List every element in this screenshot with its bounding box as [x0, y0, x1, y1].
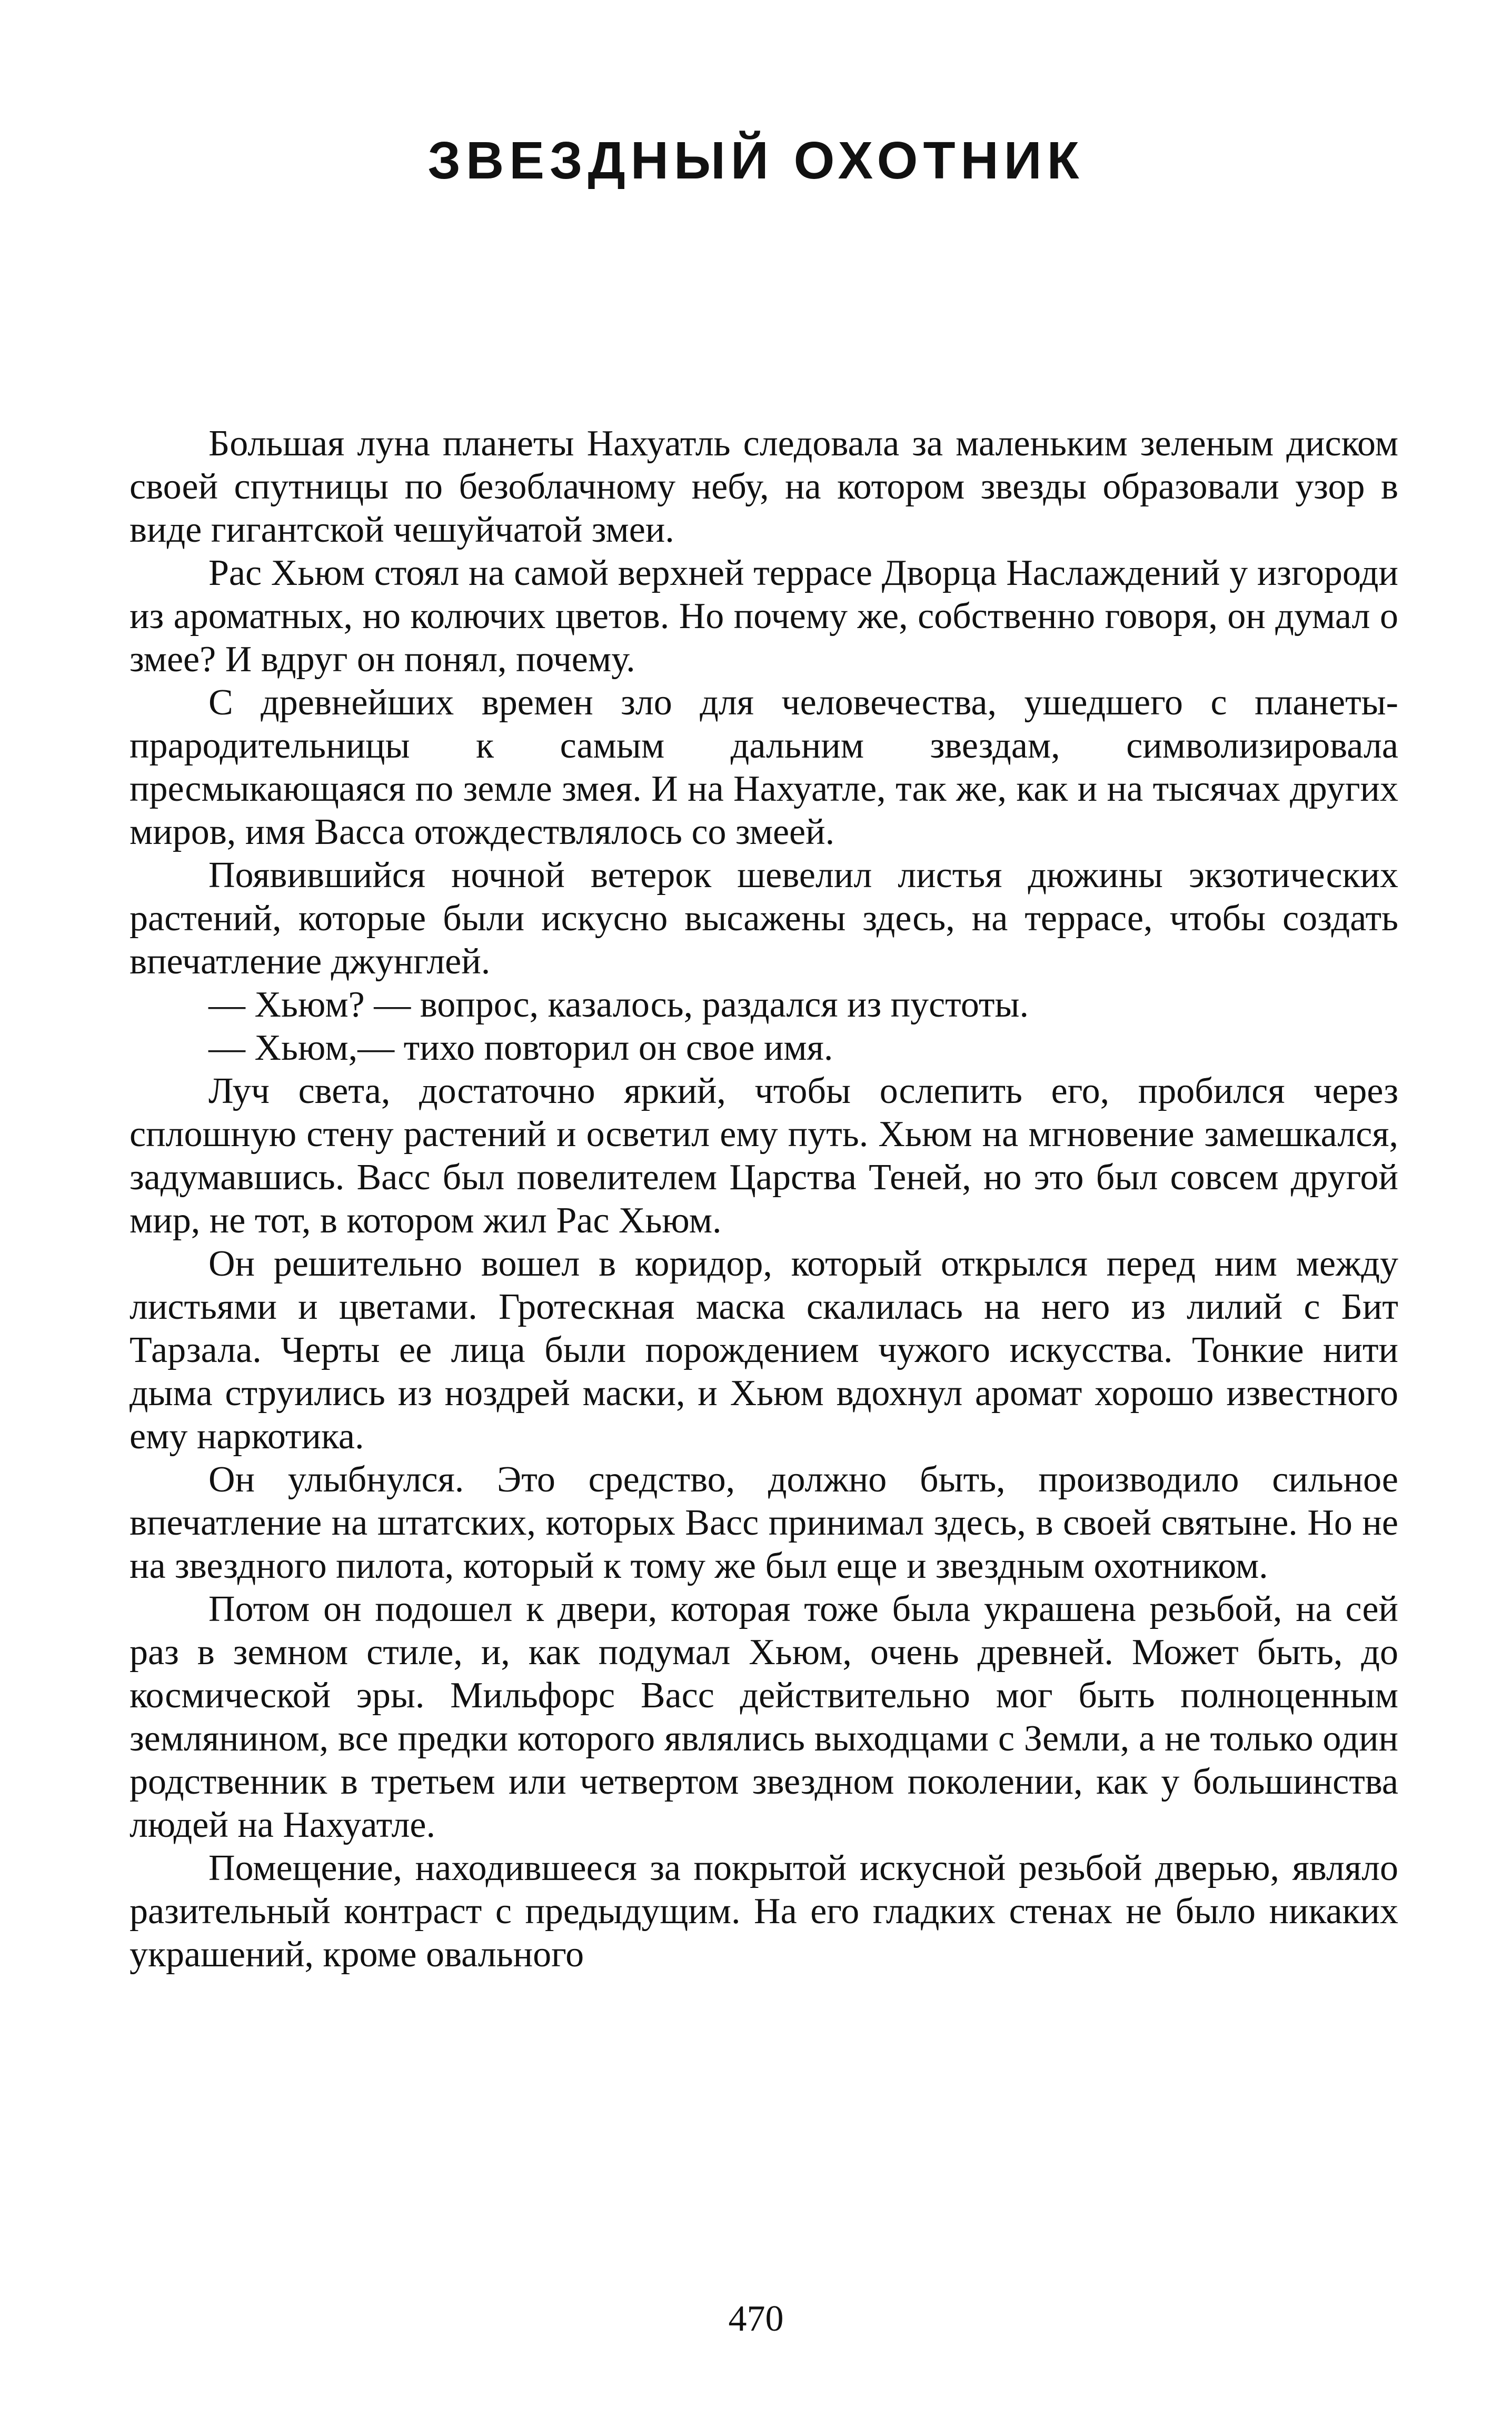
- paragraph: Большая луна планеты Нахуатль следовала за маленьким зеленым диском своей спутницы по безоблачному небу, на котором звезды образовали узор в виде гигантской чешуйчатой змеи.: [130, 423, 1398, 550]
- paragraph: Потом он подошел к двери, которая тоже была украшена резьбой, на сей раз в земном стиле, и, как подумал Хьюм, очень древней. Может быть, до космической эры. Мильфорс Васс действительно мог быть полноценным землянином, все предки которого являлись выходцами с Земли, а не только один родственник в третьем или четвертом звездном поколении, как у большинства людей на Нахуатле.: [130, 1589, 1398, 1845]
- paragraph: Он улыбнулся. Это средство, должно быть, производило сильное впечатление на штатских, которых Васс принимал здесь, в своей святыне. Но не на звездного пилота, который к тому же был еще и звездным охотником.: [130, 1459, 1398, 1586]
- paragraph: Помещение, находившееся за покрытой искусной резьбой дверью, являло разительный контраст с предыдущим. На его гладких стенах не было никаких украшений, кроме овального: [130, 1848, 1398, 1975]
- paragraph: Луч света, достаточно яркий, чтобы ослепить его, пробился через сплошную стену растений и осветил ему путь. Хьюм на мгновение замешкался, задумавшись. Васс был повелителем Царства Теней, но это был совсем другой мир, не тот, в котором жил Рас Хьюм.: [130, 1071, 1398, 1241]
- dialogue-line: — Хьюм,— тихо повторил он свое имя.: [208, 1028, 833, 1068]
- paragraph: Появившийся ночной ветерок шевелил листья дюжины экзотических растений, которые были искусно высажены здесь, на террасе, чтобы создать впечатление джунглей.: [130, 855, 1398, 982]
- paragraph: Он решительно вошел в коридор, который открылся перед ним между листьями и цветами. Гротескная маска скалилась на него из лилий с Бит Тарзала. Черты ее лица были порождением чужого искусства. Тонкие нити дыма струились из ноздрей маски, и Хьюм вдохнул аромат хорошо известного ему наркотика.: [130, 1244, 1398, 1457]
- paragraph: С древнейших времен зло для человечества, ушедшего с планеты-прародительницы к самым дальним звездам, символизировала пресмыкающаяся по земле змея. И на Нахуатле, так же, как и на тысячах других миров, имя Васса отождествлялось со змеей.: [130, 682, 1398, 852]
- paragraph: Рас Хьюм стоял на самой верхней террасе Дворца Наслаждений у изгороди из ароматных, но колючих цветов. Но почему же, собственно говоря, он думал о змее? И вдруг он понял, почему.: [130, 553, 1398, 680]
- body-text: [130, 422, 1398, 1976]
- dialogue-line: — Хьюм? — вопрос, казалось, раздался из пустоты.: [208, 984, 1029, 1025]
- chapter-title: ЗВЕЗДНЫЙ ОХОТНИК: [427, 131, 1085, 190]
- page-number: 470: [728, 2299, 784, 2339]
